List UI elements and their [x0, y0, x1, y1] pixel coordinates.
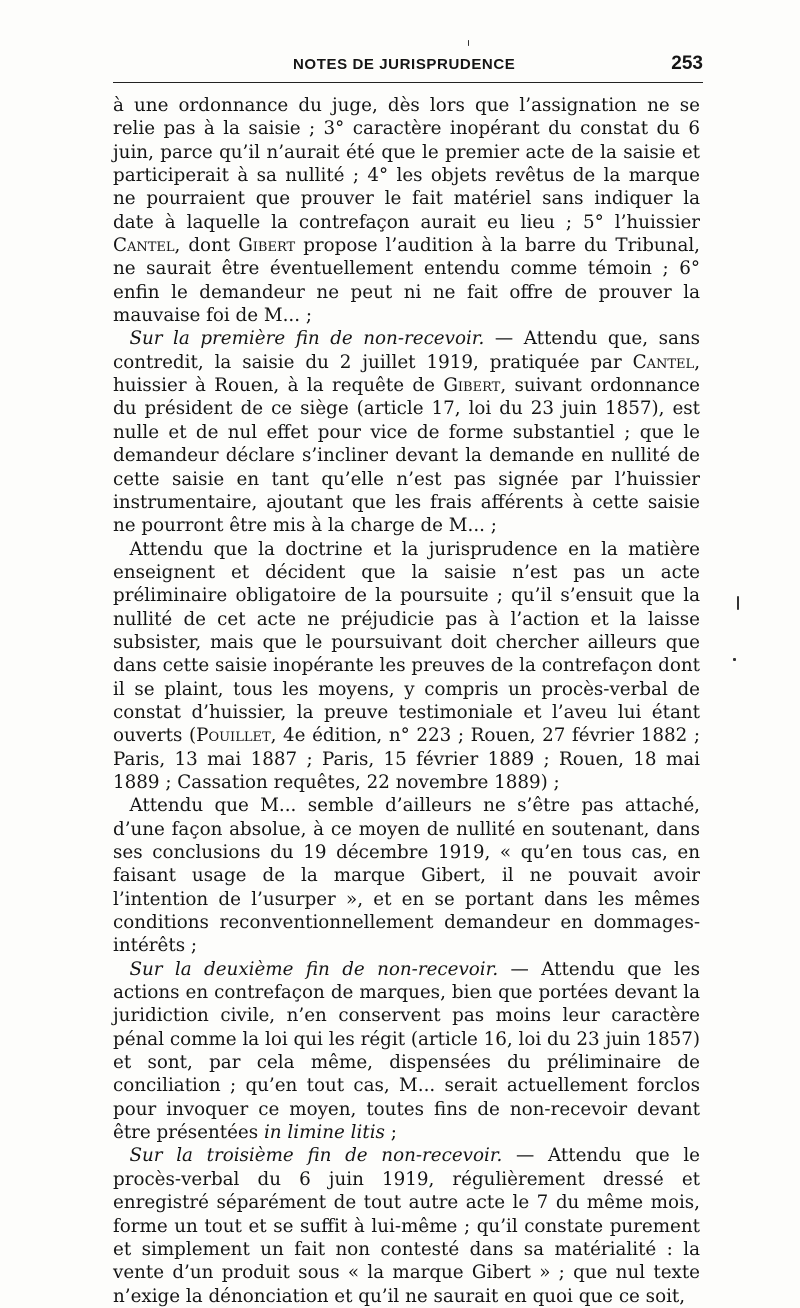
text-run: , suivant ordonnance du président de ce siège (article 17, loi du 23 juin 1857), est nulle et de nul effet pour vice de forme substantiel ; que le demandeur déclare s’incliner devant la demande en nullité de cette saisie en tant qu’elle n’est pas signée par l’huissier instrumentaire, ajoutant que les frais afférents à cette saisie ne pourront être mis à la charge de M... ; — [113, 375, 700, 537]
proper-name: Cantel — [632, 351, 695, 373]
text-run: propose l’audition à la barre du Tribunal, ne saurait être éventuellement entendu comme témoin ; 6° enfin le demandeur ne peut ni ne fait offre de prouver la mauvaise foi de M... ; — [113, 235, 700, 327]
proper-name: Pouillet — [196, 725, 271, 747]
text-run: — Attendu que, sans contredit, la saisie du 2 juillet 1919, pratiquée par — [113, 328, 701, 373]
italic-text: Sur la première fin de non-recevoir. — [129, 328, 485, 350]
text-run: , 4e édition, n° 223 ; Rouen, 27 février 1882 ; Paris, 13 mai 1887 ; Paris, 15 février 1889 ; Rouen, 18 mai 1889 ; Cassation requêtes, 22 novembre 1889) ; — [113, 725, 700, 793]
italic-text: Sur la deuxième fin de non-recevoir. — [129, 958, 499, 980]
text-run: ; — [384, 1122, 397, 1144]
text-run: Attendu que M... semble d’ailleurs ne s’être pas attaché, d’une façon absolue, à ce moyen de nullité en soutenant, dans ses conclusions du 19 décembre 1919, « qu’en tous cas, en faisant usage de la marque Gibert, il ne pouvait avoir l’intention de l’usurper », et en se portant dans les mêmes conditions reconventionnellement demandeur en dommages-intérêts ; — [113, 795, 700, 957]
text-run: Attendu que la doctrine et la jurisprudence en la matière enseignent et décident que la saisie n’est pas un acte préliminaire obligatoire de la poursuite ; qu’il s’ensuit que la nullité de cet acte ne préjudicie pas à l’action et la laisse subsister, mais que le poursuivant doit chercher ailleurs que dans cette saisie inopérante les preuves de la contrefaçon dont il se plaint, tous les moyens, y compris un procès-verbal de constat d’huissier, la preuve testimoniale et l’aveu lui étant ouverts ( — [113, 538, 700, 747]
paragraph — [113, 1144, 700, 1307]
page-number: 253 — [671, 53, 703, 74]
proper-name: Cantel — [113, 235, 175, 257]
text-run: — Attendu que les actions en contrefaçon de marques, bien que portées devant la juridiction civile, n’en conservent pas moins leur caractère pénal comme la loi qui les régit (article 16, loi du 23 juin 1857) et sont, par cela même, dispensées du préliminaire de conciliation ; qu’en tout cas, M... serait actuellement forclos pour invoquer ce moyen, toutes fins de non-recevoir devant être présentées — [113, 958, 700, 1144]
header-rule — [113, 82, 703, 83]
page-header — [113, 50, 703, 80]
text-run: — Attendu que le procès-verbal du 6 juin 1919, régulièrement dressé et enregistré séparément de tout autre acte le 7 du même mois, forme un tout et se suffit à lui-même ; qu’il constate purement et simplement un fait non contesté dans sa matérialité : la vente d’un produit sous « la marque Gibert » ; que nul texte n’exige la dénonciation et qu’il ne saurait en quoi que ce soit, — [113, 1145, 700, 1307]
proper-name: Gibert — [443, 375, 501, 397]
paragraph — [113, 958, 700, 1145]
italic-text: Sur la troisième fin de non-recevoir. — [129, 1145, 503, 1167]
proper-name: Gibert — [238, 235, 296, 257]
italic-text: in limine litis — [263, 1122, 385, 1144]
paragraph — [113, 538, 700, 795]
paragraph — [113, 327, 700, 537]
text-run: à une ordonnance du juge, dès lors que l’assignation ne se relie pas à la saisie ; 3° caractère inopérant du constat du 6 juin, parce qu’il n’aurait été que le premier acte de la saisie et participerait à sa nullité ; 4° les objets revêtus de la marque ne pourraient que prouver le fait matériel sans indiquer la date à laquelle la contrefaçon aurait eu lieu ; 5° l’huissier — [113, 95, 700, 233]
paragraph — [113, 794, 700, 957]
paragraph — [113, 94, 700, 327]
text-run: , dont — [174, 235, 239, 257]
scan-speck — [737, 596, 739, 610]
body-text — [113, 94, 700, 1308]
scan-speck — [468, 40, 469, 46]
scan-speck — [733, 658, 736, 661]
running-title: NOTES DE JURISPRUDENCE — [293, 56, 516, 73]
text-run: , huissier à Rouen, à la requête de — [113, 351, 700, 397]
